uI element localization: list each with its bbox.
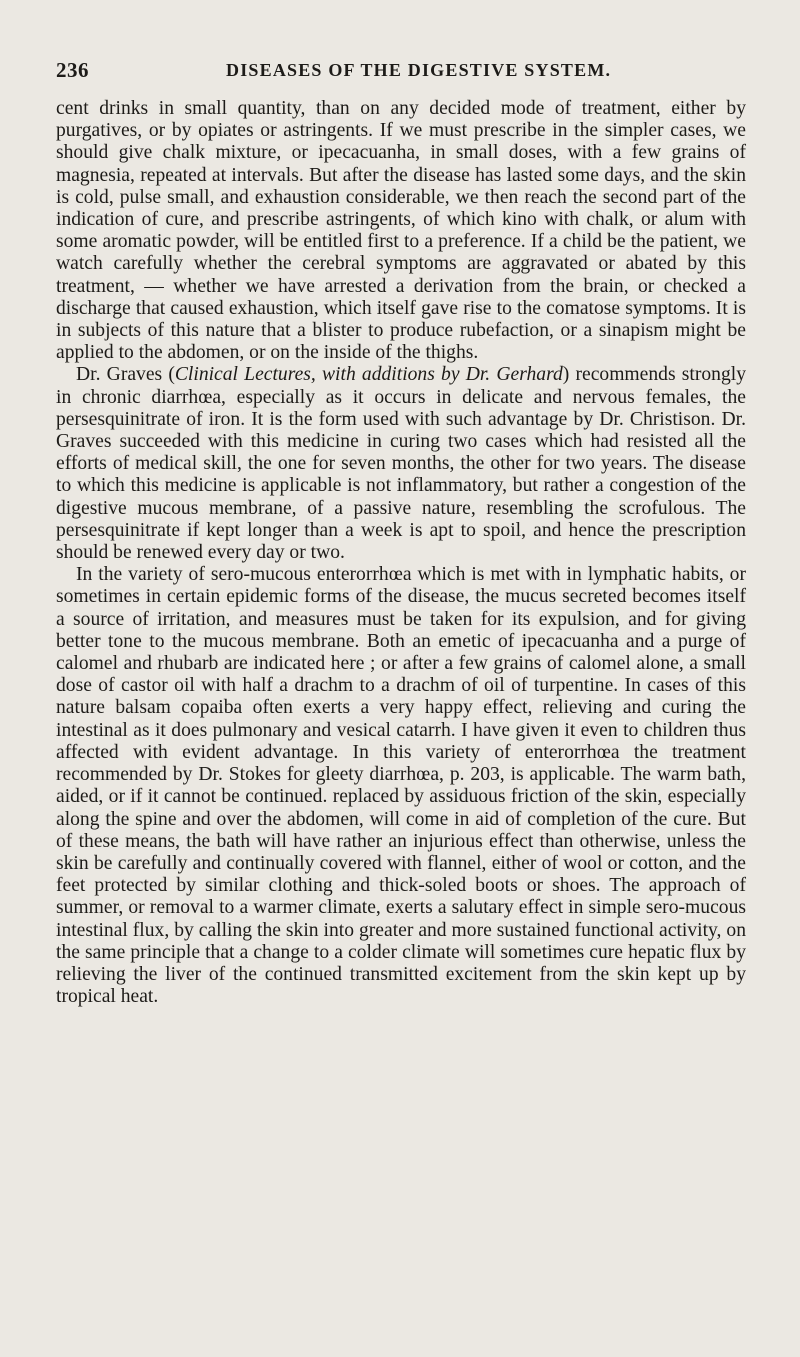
citation-clinical-lectures: Clinical Lectures, with additions by Dr. Gerhard [174,364,563,386]
page-number: 236 [56,58,89,82]
running-head [56,58,746,84]
paragraph-treatment: cent drinks in small quantity, than on any decided mode of treatment, either by purgatives, or by opiates or astringents. If we must prescribe in the simpler cases, we should give chalk mixture, or ipecacuanha, in small doses, with a few grains of magnesia, repeated at intervals. But after the disease has lasted some days, and the skin is cold, pulse small, and exhaustion considerable, we then reach the second part of the indication of cure, and prescribe astringents, of which kino with chalk, or alum with some aromatic powder, will be entitled first to a preference. If a child be the patient, we watch carefully whether the cerebral symptoms are aggravated or abated by this treatment, — whether we have arrested a derivation from the brain, or checked a discharge that caused exhaustion, which itself gave rise to the comatose symptoms. It is in subjects of this nature that a blister to produce rubefaction, or a sinapism might be applied to the abdomen, or on the inside of the thighs. [56,98,746,364]
running-title: DISEASES OF THE DIGESTIVE SYSTEM. [226,60,612,80]
graves-body: ) recommends strongly in chronic diarrhœa, especially as it occurs in delicate and nervous females, the persesquinitrate of iron. It is the form used with such advantage by Dr. Christison. Dr. Graves succeeded with this medicine in curing two cases which had resisted all the efforts of medical skill, the one for seven months, the other for two years. The disease to which this medicine is applicable is not inflammatory, but rather a congestion of the digestive mucous membrane, of a passive nature, resembling the scrofulous. The persesquinitrate if kept longer than a week is apt to spoil, and hence the prescription should be renewed every day or two. [56,364,746,564]
paragraph-graves [56,364,746,564]
body-text [56,98,746,1008]
paragraph-sero-mucous: In the variety of sero-mucous enterorrhœa which is met with in lymphatic habits, or sometimes in certain epidemic forms of the disease, the mucus secreted becomes itself a source of irritation, and measures must be taken for its expulsion, and for giving better tone to the mucous membrane. Both an emetic of ipecacuanha and a purge of calomel and rhubarb are indicated here ; or after a few grains of calomel alone, a small dose of castor oil with half a drachm to a drachm of oil of turpentine. In cases of this nature balsam copaiba often exerts a very happy effect, relieving and curing the intestinal as it does pulmonary and vesical catarrh. I have given it even to children thus affected with evident advantage. In this variety of enterorrhœa the treatment recommended by Dr. Stokes for gleety diarrhœa, p. 203, is applicable. The warm bath, aided, or if it cannot be continued. replaced by assiduous friction of the skin, especially along the spine and over the abdomen, will come in aid of completion of the cure. But of these means, the bath will have rather an injurious effect than otherwise, unless the skin be carefully and continually covered with flannel, either of wool or cotton, and the feet protected by similar clothing and thick-soled boots or shoes. The approach of summer, or removal to a warmer climate, exerts a salutary effect in simple sero-mucous intestinal flux, by calling the skin into greater and more sustained functional activity, on the same principle that a change to a colder climate will sometimes cure hepatic flux by relieving the liver of the continued transmitted excitement from the skin kept up by tropical heat. [56,564,746,1008]
graves-lead: Dr. Graves ( [76,364,175,386]
